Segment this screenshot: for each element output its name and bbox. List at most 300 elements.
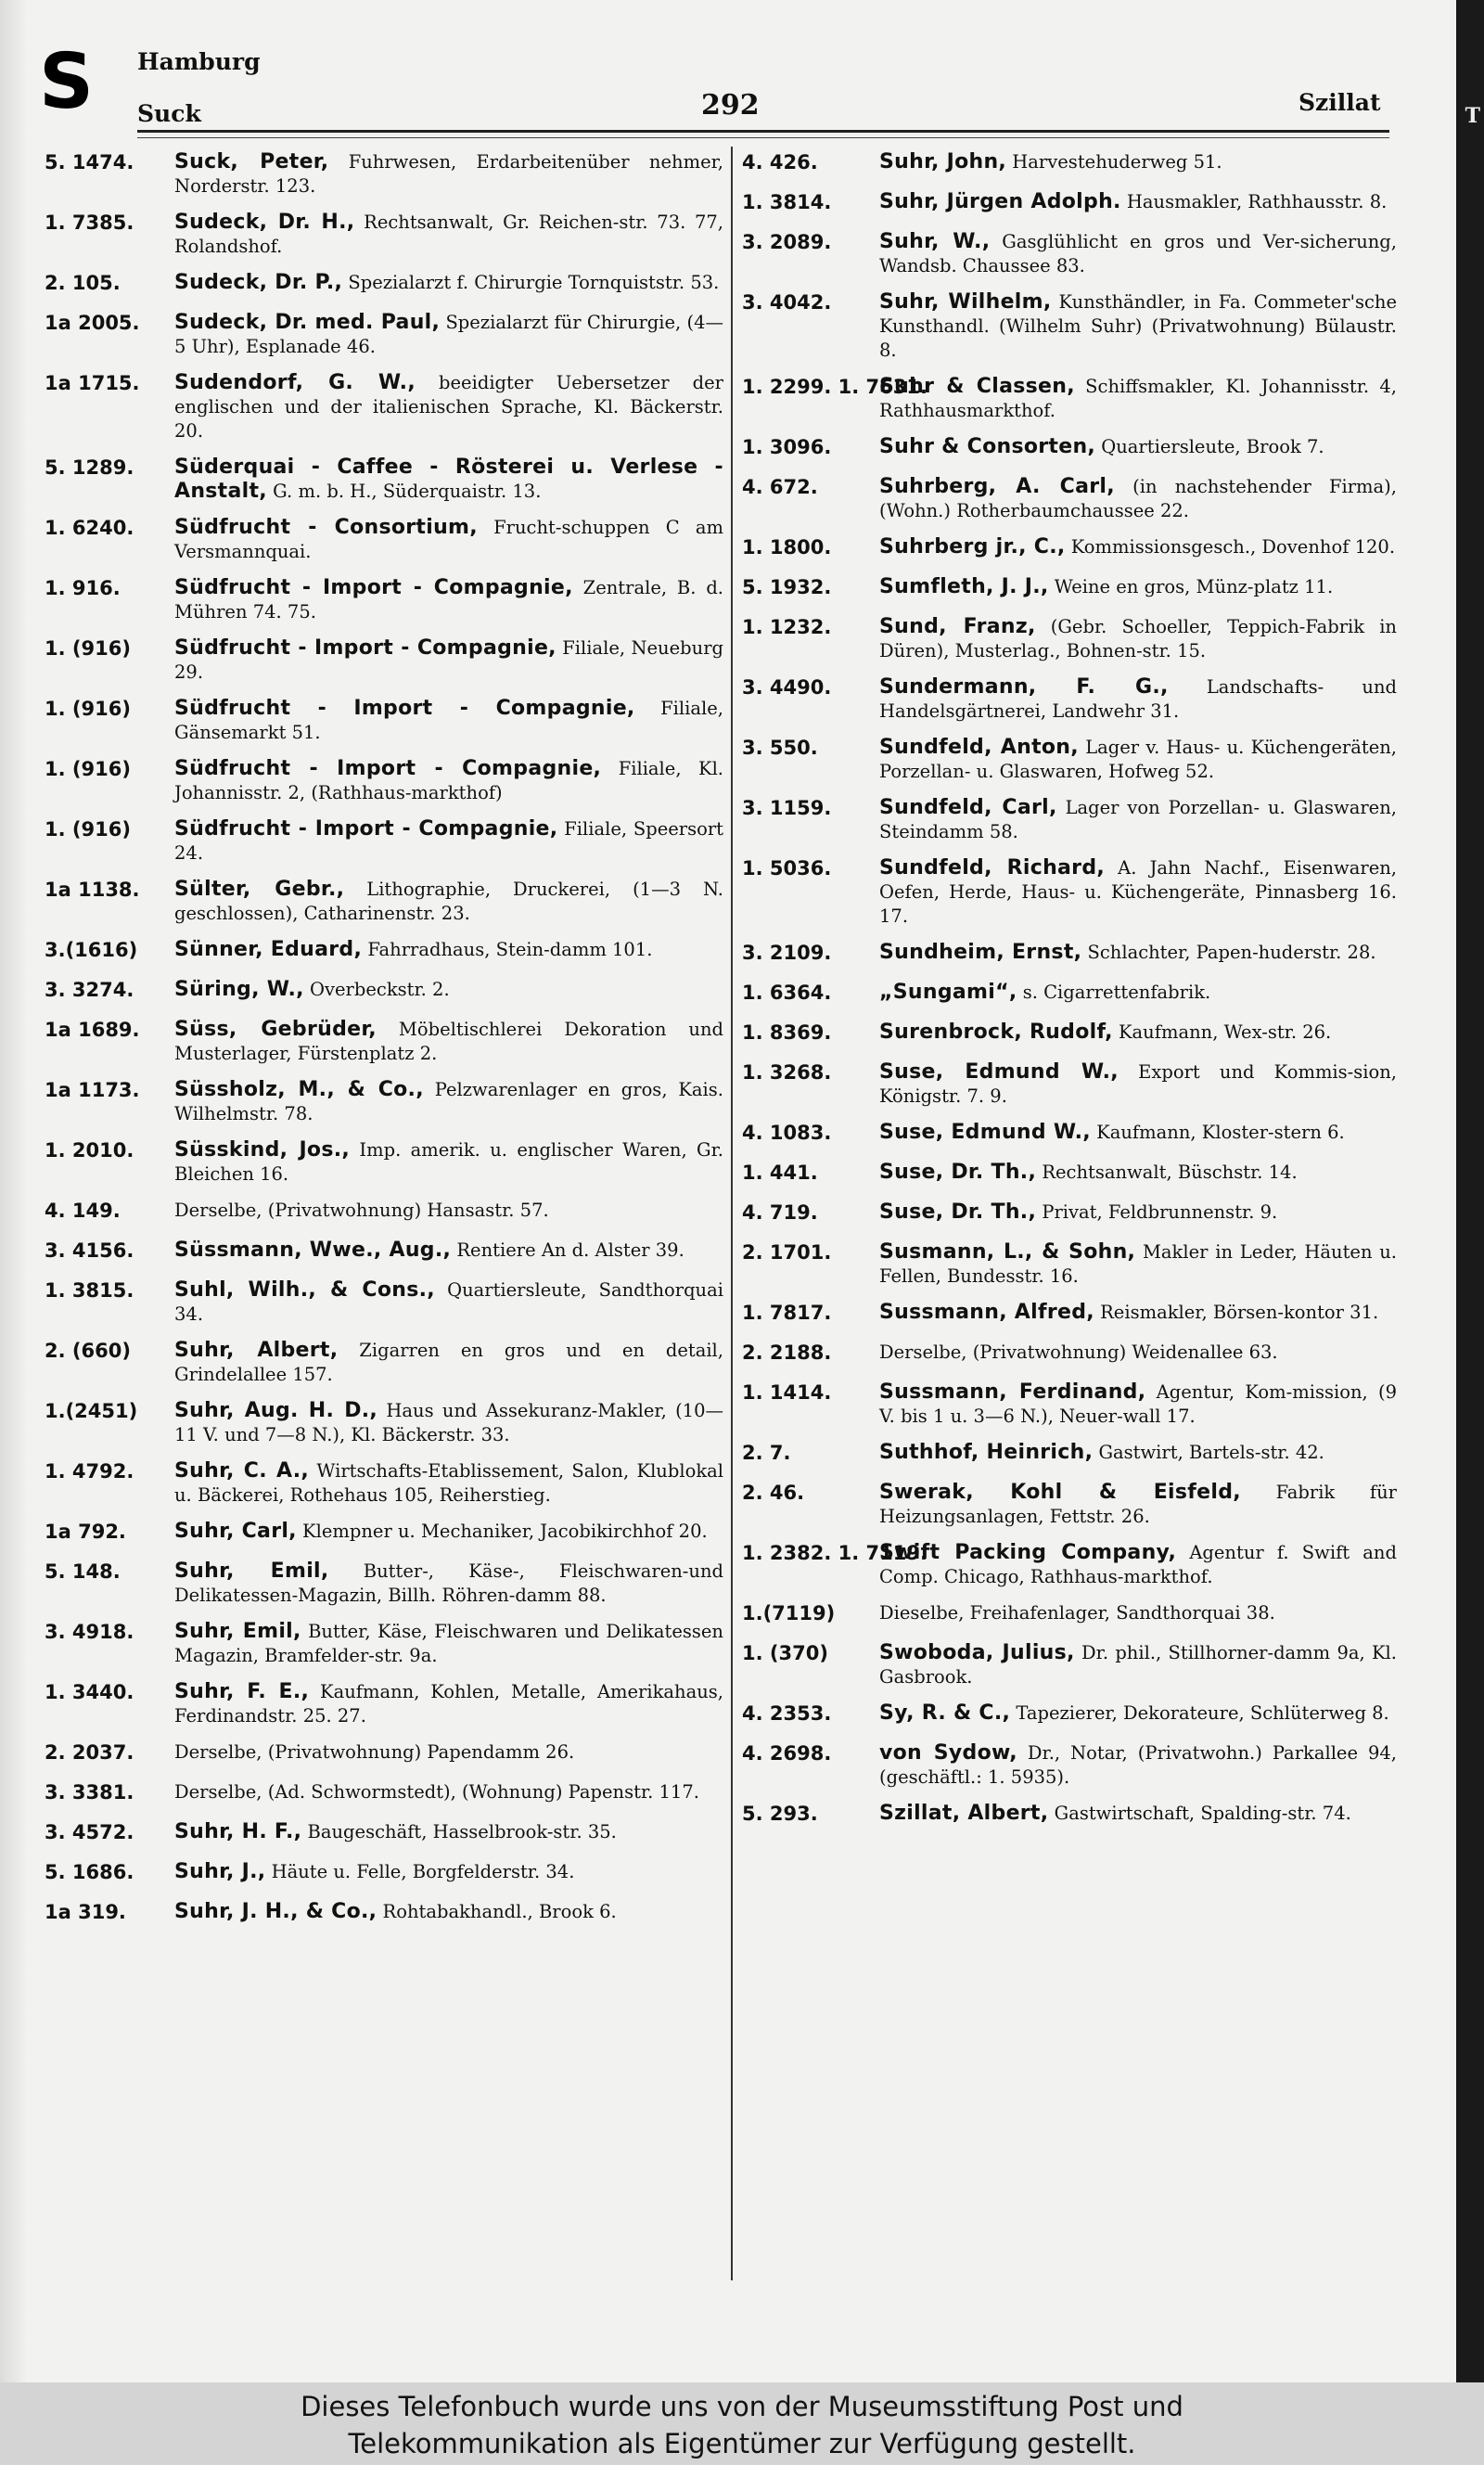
directory-entry [742,1297,1397,1329]
entry-text [879,853,1397,929]
phone-number: 1.(7119) [742,1602,836,1624]
entry-details: Kaufmann, Wex-str. 26. [1118,1021,1332,1043]
directory-entry [742,1377,1397,1429]
directory-entry [742,186,1397,218]
entry-text [174,1896,723,1924]
entry-details: Gasglühlicht en gros und Ver-sicherung, Wandsb. Chaussee 83. [879,231,1397,276]
phone-number: 1. 6240. [45,517,134,539]
entry-details: (in nachstehender Firma), (Wohn.) Rotherbaumchaussee 22. [879,476,1397,521]
directory-entry [45,147,723,199]
directory-entry [45,1456,723,1508]
phone-number: 1. 2299. 1. 7631. [742,376,928,398]
phone-number: 3. 4490. [742,676,832,699]
directory-entry [45,452,723,504]
directory-entry [45,512,723,564]
entry-details: Fuhrwesen, Erdarbeitenüber nehmer, Norderstr. 123. [174,151,723,197]
entry-details: G. m. b. H., Süderquaistr. 13. [273,481,542,502]
directory-entry [742,1017,1397,1048]
column-divider [731,147,733,2280]
entry-text [879,532,1397,559]
entry-details: Filiale, Kl. Johannisstr. 2, (Rathhaus-markthof) [174,758,724,803]
page-edge-shadow [0,0,28,2382]
phone-number: 2. 46. [742,1482,805,1504]
entry-details: Dieselbe, Freihafenlager, Sandthorquai 38. [879,1602,1275,1624]
directory-entry [45,1235,723,1266]
subscriber-name: Suhl, Wilh., & Cons., [174,1278,435,1302]
subscriber-name: Suse, Edmund W., [879,1060,1119,1084]
entry-text [879,571,1397,599]
entry-text [174,572,723,624]
entry-text [174,1616,723,1668]
phone-number: 1. 2382. 1. 7119. [742,1542,928,1564]
entry-text [174,1556,723,1608]
footer-line-1: Dieses Telefonbuch wurde uns von der Museumsstiftung Post und [301,2391,1183,2422]
phone-number: 1. 7817. [742,1302,832,1324]
entry-details: Lager v. Haus- u. Küchengeräten, Porzellan- u. Glaswaren, Hofweg 52. [879,737,1397,782]
phone-number: 5. 1686. [45,1861,134,1883]
directory-entry [45,1135,723,1187]
entry-details: Zigarren en gros und en detail, Grindelallee 157. [174,1340,723,1385]
subscriber-name: Sundfeld, Anton, [879,736,1079,759]
entry-text [174,512,723,564]
entry-text [174,1516,723,1544]
footer-line-2: Telekommunikation als Eigentümer zur Verfügung gestellt. [348,2428,1136,2459]
directory-entry [45,1616,723,1668]
phone-number: 1a 1173. [45,1079,140,1101]
phone-number: 1. 3814. [742,191,832,213]
directory-entry [742,1738,1397,1790]
phone-number: 1a 1138. [45,879,140,901]
phone-number: 1. (370) [742,1642,828,1664]
phone-number: 1. 4792. [45,1460,134,1483]
entry-text [879,226,1397,278]
subscriber-name: Sundfeld, Carl, [879,796,1057,819]
directory-entry [742,431,1397,463]
phone-number: 3. 4156. [45,1239,134,1262]
phone-number: 4. 149. [45,1200,121,1222]
entry-details: Fahrradhaus, Stein-damm 101. [367,939,653,960]
entry-details: Wirtschafts-Etablissement, Salon, Klublokal u. Bäckerei, Rothehaus 105, Reiherstieg. [174,1460,724,1506]
entry-text [174,1676,723,1728]
directory-entry [45,1395,723,1447]
phone-number: 1. 8369. [742,1021,832,1044]
entry-text [879,1117,1397,1145]
phone-number: 1.(2451) [45,1400,138,1422]
entry-details: Overbeckstr. 2. [310,979,450,1000]
entry-details: Derselbe, (Ad. Schwormstedt), (Wohnung) Papenstr. 117. [174,1781,699,1803]
entry-text [174,1275,723,1327]
subscriber-name: Susmann, L., & Sohn, [879,1240,1136,1264]
entry-details: Schlachter, Papen-huderstr. 28. [1087,942,1376,963]
phone-number: 3. 2109. [742,942,832,964]
directory-entry [45,307,723,359]
subscriber-name: Süssmann, Wwe., Aug., [174,1239,452,1262]
entry-text [174,1135,723,1187]
directory-entry [742,532,1397,563]
entry-text [174,974,723,1002]
phone-number: 1a 792. [45,1521,126,1543]
phone-number: 3. 4918. [45,1621,134,1643]
subscriber-name: Süring, W., [174,978,304,1001]
entry-text [174,267,723,295]
section-letter: S [39,38,95,126]
subscriber-name: Swift Packing Company, [879,1541,1177,1564]
phone-number: 5. 293. [742,1803,818,1825]
entry-text [879,1798,1397,1826]
entry-details: Reismakler, Börsen-kontor 31. [1100,1302,1379,1323]
header-rule [137,130,1389,133]
phone-number: 2. 7. [742,1442,791,1464]
entry-details: Derselbe, (Privatwohnung) Hansastr. 57. [174,1200,549,1221]
directory-entry [45,1817,723,1848]
subscriber-name: Suhr, F. E., [174,1680,310,1703]
entry-details: Kaufmann, Kohlen, Metalle, Amerikahaus, Ferdinandstr. 25. 27. [174,1681,723,1727]
directory-entry [45,1676,723,1728]
entry-text [174,367,723,443]
phone-number: 1. 916. [45,577,121,599]
subscriber-name: Suhr, Jürgen Adolph. [879,190,1121,213]
phone-number: 5. 1932. [742,576,832,598]
entry-text [879,1598,1397,1625]
entry-details: Filiale, Gänsemarkt 51. [174,698,723,743]
entry-details: s. Cigarrettenfabrik. [1022,982,1211,1003]
directory-entry [742,471,1397,523]
directory-entry [742,1537,1397,1589]
phone-number: 3. 550. [742,737,818,759]
directory-entry [45,1516,723,1547]
phone-number: 1. 1232. [742,616,832,638]
phone-number: 3. 4572. [45,1821,134,1843]
directory-entry [45,267,723,299]
entry-details: Agentur f. Swift and Comp. Chicago, Rathhaus-markthof. [879,1542,1397,1587]
entry-text [174,1195,723,1223]
entry-text [174,1777,723,1804]
entry-text [174,452,723,504]
subscriber-name: Suhr, J. H., & Co., [174,1900,377,1923]
phone-number: 2. 2037. [45,1741,134,1764]
entry-details: beeidigter Uebersetzer der englischen und der italienischen Sprache, Kl. Bäckerstr. 20. [174,372,723,442]
right-column [742,147,1397,1838]
entry-text [174,1856,723,1884]
phone-number: 4. 426. [742,151,818,173]
entry-text [879,1537,1397,1589]
directory-entry [742,1698,1397,1729]
entry-text [879,1437,1397,1465]
entry-details: Pelzwarenlager en gros, Kais. Wilhelmstr. 78. [174,1079,724,1124]
subscriber-name: Suhr, John, [879,150,1007,173]
directory-entry [742,611,1397,663]
subscriber-name: Südfrucht - Consortium, [174,516,478,539]
phone-number: 1. (916) [45,818,131,841]
entry-text [879,1698,1397,1726]
subscriber-name: Surenbrock, Rudolf, [879,1021,1113,1044]
directory-entry [742,371,1397,423]
entry-text [879,672,1397,724]
entry-details: Fabrik für Heizungsanlagen, Fettstr. 26. [879,1482,1397,1527]
directory-entry [742,1117,1397,1149]
directory-entry [45,367,723,443]
directory-entry [742,226,1397,278]
directory-entry [742,571,1397,603]
phone-number: 1. 6364. [742,982,832,1004]
phone-number: 1. 1800. [742,536,832,558]
entry-text [174,633,723,685]
subscriber-name: Sudeck, Dr. P., [174,271,343,294]
subscriber-name: Suhr, Wilhelm, [879,290,1052,314]
directory-entry [45,1074,723,1126]
phone-number: 2. 2188. [742,1342,832,1364]
entry-details: Dr., Notar, (Privatwohn.) Parkallee 94, (geschäftl.: 1. 5935). [879,1742,1398,1788]
entry-text [174,1235,723,1263]
entry-text [879,147,1397,174]
subscriber-name: Suhr, J., [174,1860,266,1883]
entry-details: Lithographie, Druckerei, (1—3 N. geschlossen), Catharinenstr. 23. [174,879,723,924]
entry-text [879,1377,1397,1429]
directory-entry [45,934,723,966]
entry-text [879,1337,1397,1365]
entry-details: Gastwirt, Bartels-str. 42. [1098,1442,1324,1463]
entry-details: Privat, Feldbrunnenstr. 9. [1042,1201,1278,1223]
entry-text [879,1237,1397,1289]
phone-number: 4. 2353. [742,1702,832,1725]
entry-details: Derselbe, (Privatwohnung) Papendamm 26. [174,1741,575,1763]
directory-entry [45,693,723,745]
entry-text [879,1477,1397,1529]
phone-number: 1a 1715. [45,372,140,394]
subscriber-name: Suhr, Carl, [174,1520,297,1543]
entry-text [879,1017,1397,1045]
entry-text [174,207,723,259]
entry-details: Butter-, Käse-, Fleischwaren-und Delikatessen-Magazin, Billh. Röhren-damm 88. [174,1560,723,1606]
directory-entry [742,147,1397,178]
subscriber-name: Suhrberg jr., C., [879,535,1066,558]
subscriber-name: „Sungami“, [879,981,1017,1004]
phone-number: 3. 4042. [742,291,832,314]
phone-number: 1. 1414. [742,1381,832,1404]
entry-details: Landschafts- und Handelsgärtnerei, Landwehr 31. [879,676,1397,722]
entry-details: Export und Kommis-sion, Königstr. 7. 9. [879,1061,1398,1107]
directory-entry [742,1337,1397,1368]
subscriber-name: Sudendorf, G. W., [174,371,416,394]
phone-number: 2. (660) [45,1340,131,1362]
entry-text [879,792,1397,844]
entry-text [879,977,1397,1005]
directory-entry [45,753,723,805]
entry-text [879,611,1397,663]
directory-entry [742,672,1397,724]
subscriber-name: Südfrucht - Import - Compagnie, [174,697,635,720]
entry-text [174,307,723,359]
phone-number: 3. 3381. [45,1781,134,1804]
phone-number: 1. (916) [45,758,131,780]
entry-details: Kunsthändler, in Fa. Commeter'sche Kunsthandl. (Wilhelm Suhr) (Privatwohnung) Bülaustr. 8. [879,291,1398,361]
entry-text [879,186,1397,214]
entry-text [879,1637,1397,1689]
subscriber-name: Sudeck, Dr. med. Paul, [174,311,441,334]
directory-entry [742,1598,1397,1629]
subscriber-name: Suhr, Albert, [174,1339,339,1362]
entry-details: Zentrale, B. d. Mühren 74. 75. [174,577,724,623]
subscriber-name: Süssholz, M., & Co., [174,1078,424,1101]
entry-details: Quartiersleute, Sandthorquai 34. [174,1279,723,1325]
entry-text [174,693,723,745]
directory-entry [45,572,723,624]
subscriber-name: Suhr, C. A., [174,1459,310,1483]
directory-entry [742,937,1397,969]
phone-number: 1. 3096. [742,436,832,458]
directory-entry [742,1637,1397,1689]
entry-details: Klempner u. Mechaniker, Jacobikirchhof 20. [302,1521,708,1542]
directory-entry [742,1157,1397,1188]
entry-details: Makler in Leder, Häuten u. Fellen, Bundesstr. 16. [879,1241,1398,1287]
entry-details: Hausmakler, Rathhausstr. 8. [1126,191,1388,212]
entry-text [879,287,1397,363]
phone-number: 1. 3268. [742,1061,832,1084]
entry-text [174,147,723,199]
entry-details: Filiale, Speersort 24. [174,818,724,864]
entry-details: Derselbe, (Privatwohnung) Weidenallee 63. [879,1342,1278,1363]
subscriber-name: Suhr, W., [879,230,991,253]
subscriber-name: Suthhof, Heinrich, [879,1441,1094,1464]
directory-entry [45,1275,723,1327]
entry-text [174,1395,723,1447]
phone-number: 3. 3274. [45,979,134,1001]
directory-entry [45,874,723,926]
directory-entry [45,1737,723,1768]
subscriber-name: Suck, Peter, [174,150,329,173]
subscriber-name: Sussmann, Alfred, [879,1301,1094,1324]
subscriber-name: Süderquai - Caffee - Rösterei u. Verlese - Anstalt, [174,456,723,503]
subscriber-name: Swerak, Kohl & Eisfeld, [879,1481,1241,1504]
entry-text [879,471,1397,523]
subscriber-name: von Sydow, [879,1741,1017,1765]
subscriber-name: Sundheim, Ernst, [879,941,1082,964]
directory-entry [45,1335,723,1387]
entry-text [174,874,723,926]
entry-text [174,814,723,866]
directory-entry [45,974,723,1006]
entry-details: Imp. amerik. u. englischer Waren, Gr. Bleichen 16. [174,1139,723,1185]
entry-text [174,1014,723,1066]
phone-number: 1a 1689. [45,1019,140,1041]
phone-number: 1. 3815. [45,1279,134,1302]
entry-text [879,1197,1397,1225]
spine-tab-letter: T [1465,104,1480,128]
entry-details: Spezialarzt f. Chirurgie Tornquiststr. 53. [348,272,720,293]
phone-number: 1. 2010. [45,1139,134,1162]
subscriber-name: Sülter, Gebr., [174,878,345,901]
directory-entry [742,1798,1397,1829]
phone-number: 1. (916) [45,637,131,660]
directory-entry [742,977,1397,1008]
phone-number: 1. 3440. [45,1681,134,1703]
entry-details: Gastwirtschaft, Spalding-str. 74. [1054,1803,1351,1824]
phone-number: 1. (916) [45,698,131,720]
subscriber-name: Sumfleth, J. J., [879,575,1049,598]
subscriber-name: Sünner, Eduard, [174,938,363,961]
subscriber-name: Sundermann, F. G., [879,675,1169,699]
directory-entry [45,1556,723,1608]
entry-text [879,1157,1397,1185]
directory-entry [45,1856,723,1888]
directory-entry [742,1437,1397,1469]
subscriber-name: Suhr, Emil, [174,1560,329,1583]
phone-number: 5. 1474. [45,151,134,173]
entry-text [879,371,1397,423]
first-entry-name: Suck [137,100,201,127]
subscriber-name: Suhr & Consorten, [879,435,1096,458]
directory-entry [45,633,723,685]
directory-entry [45,1777,723,1808]
phone-number: 4. 672. [742,476,818,498]
subscriber-name: Suhr & Classen, [879,375,1075,398]
directory-entry [45,814,723,866]
entry-details: Möbeltischlerei Dekoration und Musterlager, Fürstenplatz 2. [174,1019,723,1064]
entry-details: A. Jahn Nachf., Eisenwaren, Oefen, Herde, Haus- u. Küchengeräte, Pinnasberg 16. 17. [879,857,1397,927]
entry-details: Rohtabakhandl., Brook 6. [382,1901,617,1922]
entry-text [879,732,1397,784]
phone-number: 1. 5036. [742,857,832,879]
subscriber-name: Suhrberg, A. Carl, [879,475,1115,498]
entry-details: Rechtsanwalt, Büschstr. 14. [1042,1162,1298,1183]
directory-entry [742,792,1397,844]
subscriber-name: Sussmann, Ferdinand, [879,1380,1146,1404]
phone-number: 5. 1289. [45,456,134,479]
phone-number: 4. 1083. [742,1122,832,1144]
entry-details: Kaufmann, Kloster-stern 6. [1096,1122,1345,1143]
subscriber-name: Suse, Dr. Th., [879,1200,1037,1224]
subscriber-name: Suse, Dr. Th., [879,1161,1037,1184]
directory-entry [742,287,1397,363]
directory-entry [742,1057,1397,1109]
subscriber-name: Sy, R. & C., [879,1701,1011,1725]
entry-details: Butter, Käse, Fleischwaren und Delikatessen Magazin, Bramfelder-str. 9a. [174,1621,723,1666]
phone-number: 1. 441. [742,1162,818,1184]
entry-text [879,937,1397,965]
directory-entry [45,1896,723,1928]
directory-entry [45,207,723,259]
city-heading: Hamburg [137,48,261,75]
book-spine [1456,0,1484,2382]
entry-details: Rechtsanwalt, Gr. Reichen-str. 73. 77, Rolandshof. [174,212,724,257]
entry-details: Häute u. Felle, Borgfelderstr. 34. [271,1861,575,1882]
phone-number: 2. 105. [45,272,121,294]
phone-number: 4. 719. [742,1201,818,1224]
entry-details: Weine en gros, Münz-platz 11. [1054,576,1334,597]
header-rule-thin [137,137,1389,138]
entry-text [174,1335,723,1387]
entry-details: Tapezierer, Dekorateure, Schlüterweg 8. [1016,1702,1389,1724]
subscriber-name: Sundfeld, Richard, [879,856,1106,879]
phone-number: 1. 7385. [45,212,134,234]
entry-text [174,934,723,962]
entry-details: Lager von Porzellan- u. Glaswaren, Steindamm 58. [879,797,1397,842]
entry-text [174,1817,723,1844]
phone-number: 1a 319. [45,1901,126,1923]
entry-details: Schiffsmakler, Kl. Johannisstr. 4, Rathhausmarkthof. [879,376,1397,421]
subscriber-name: Südfrucht - Import - Compagnie, [174,636,556,660]
subscriber-name: Szillat, Albert, [879,1802,1049,1825]
directory-entry [45,1195,723,1226]
directory-entry [45,1014,723,1066]
entry-text [879,431,1397,459]
subscriber-name: Sund, Franz, [879,615,1036,638]
entry-details: Dr. phil., Stillhorner-damm 9a, Kl. Gasbrook. [879,1642,1397,1688]
left-column [45,147,723,1936]
last-entry-name: Szillat [1298,89,1381,116]
directory-entry [742,1237,1397,1289]
entry-details: Frucht-schuppen C am Versmannquai. [174,517,724,562]
